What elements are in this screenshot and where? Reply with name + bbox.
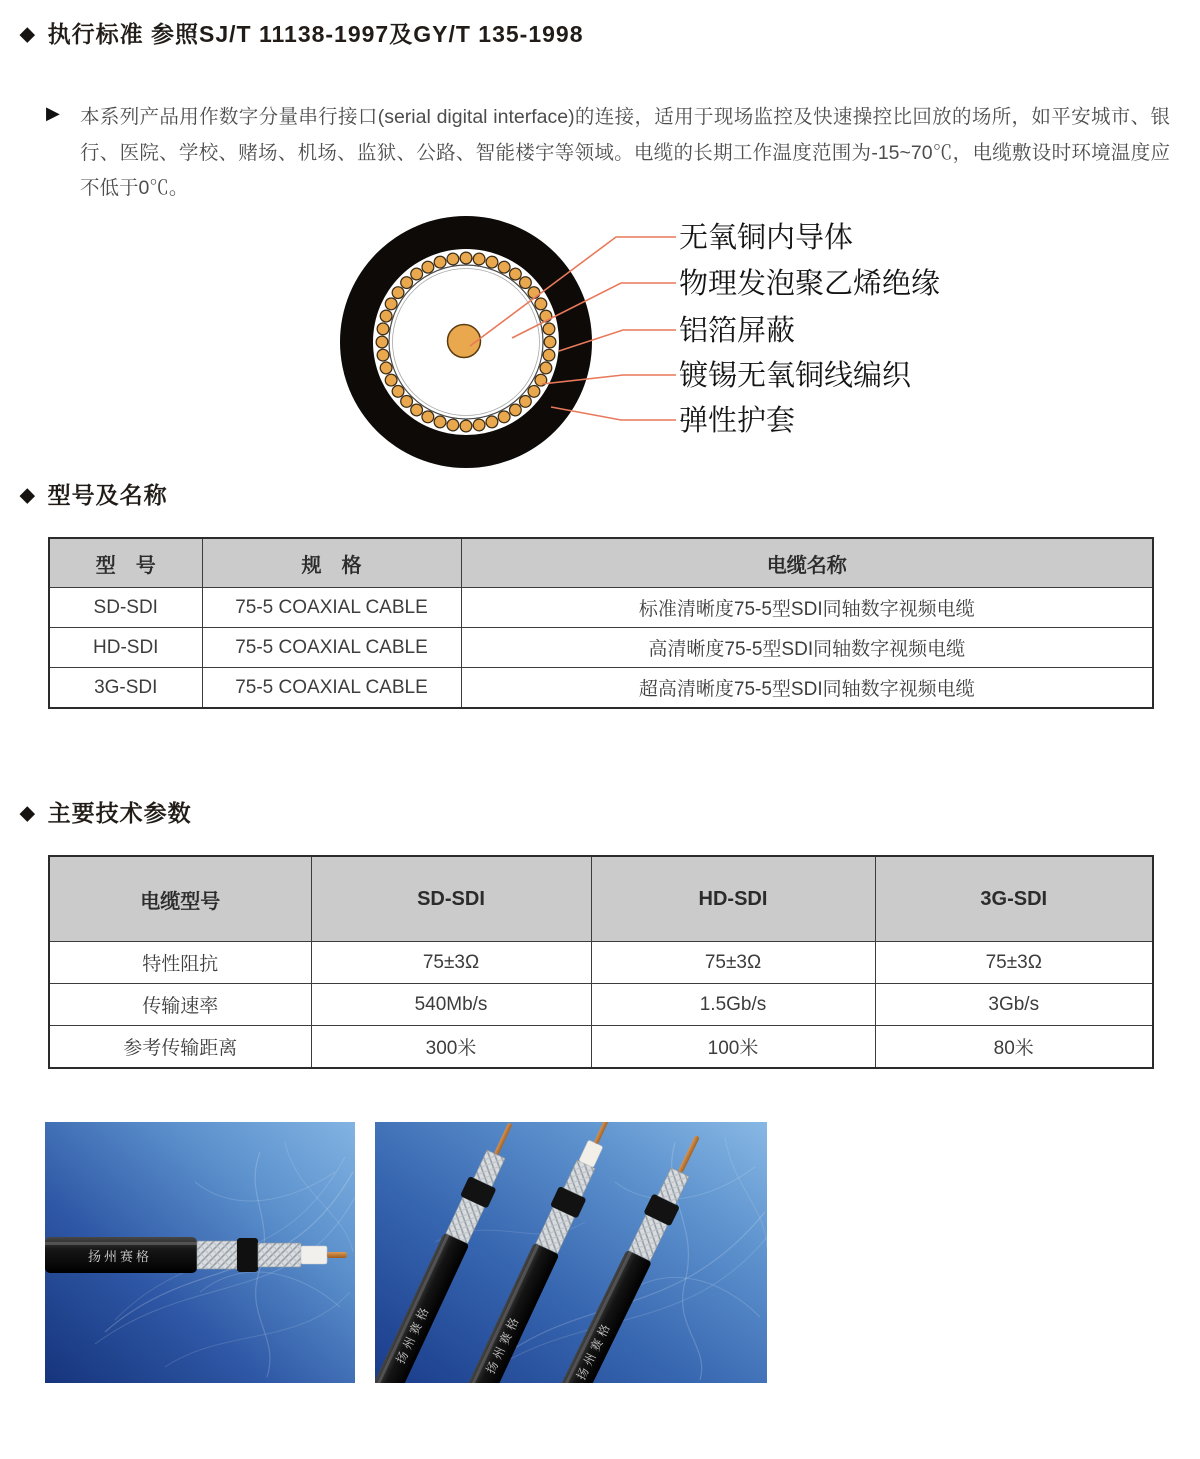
table-cell: 75-5 COAXIAL CABLE — [202, 628, 461, 668]
cable-insulation — [301, 1246, 327, 1264]
table-cell: 3G-SDI — [49, 668, 202, 709]
cable-cross-section-diagram — [330, 205, 680, 475]
diagram-label-jacket: 弹性护套 — [679, 403, 796, 437]
cable-braid — [197, 1241, 237, 1269]
table-cell: SD-SDI — [49, 588, 202, 628]
column-header: SD-SDI — [311, 856, 591, 942]
table-row — [49, 1026, 1153, 1069]
standards-title-text: 执行标准 参照SJ/T 11138-1997及GY/T 135-1998 — [47, 21, 584, 47]
table-cell: 传输速率 — [49, 984, 311, 1026]
table-row — [49, 628, 1153, 668]
column-header: 型 号 — [49, 538, 202, 588]
diamond-icon: ◆ — [20, 803, 36, 824]
params-section-title — [20, 795, 192, 828]
intro-paragraph — [46, 100, 1170, 207]
column-header: 电缆型号 — [49, 856, 311, 942]
table-cell: 300米 — [311, 1026, 591, 1069]
table-cell: 75±3Ω — [311, 942, 591, 984]
triangle-bullet-icon: ▶ — [46, 103, 60, 123]
cable-braid-2 — [258, 1243, 301, 1267]
table-cell: 高清晰度75-5型SDI同轴数字视频电缆 — [461, 628, 1153, 668]
product-photo-three-cables — [375, 1122, 767, 1383]
table-cell: 标准清晰度75-5型SDI同轴数字视频电缆 — [461, 588, 1153, 628]
table-cell: 3Gb/s — [875, 984, 1153, 1026]
table-cell: 75±3Ω — [875, 942, 1153, 984]
table-cell: 75-5 COAXIAL CABLE — [202, 588, 461, 628]
diagram-label-foil: 铝箔屏蔽 — [679, 313, 796, 347]
table-cell: 参考传输距离 — [49, 1026, 311, 1069]
cable-conductor — [327, 1252, 347, 1258]
photo-background — [375, 1122, 767, 1383]
standards-section-title — [20, 16, 583, 49]
diagram-label-insulation: 物理发泡聚乙烯绝缘 — [679, 266, 941, 300]
table-row — [49, 942, 1153, 984]
table-header-row — [49, 856, 1153, 942]
brand-print: 扬州赛格 — [87, 1249, 153, 1264]
diamond-icon: ◆ — [20, 24, 36, 45]
table-cell: 超高清晰度75-5型SDI同轴数字视频电缆 — [461, 668, 1153, 709]
column-header: HD-SDI — [591, 856, 875, 942]
params-title-text: 主要技术参数 — [47, 800, 192, 826]
diamond-icon: ◆ — [20, 485, 36, 506]
intro-text: 本系列产品用作数字分量串行接口(serial digital interface)的连接，适用于现场监控及快速操控比回放的场所，如平安城市、银行、医院、学校、赌场、机场、监狱、公路、智能楼宇等领域。电缆的长期工作温度范围为-15~70℃，电缆敷设时环境温度应不低于0℃。 — [80, 106, 1170, 199]
column-header: 规 格 — [202, 538, 461, 588]
jacket-highlight — [45, 1242, 197, 1245]
table-row — [49, 984, 1153, 1026]
column-header: 电缆名称 — [461, 538, 1153, 588]
table-cell: 540Mb/s — [311, 984, 591, 1026]
models-section-title — [20, 477, 168, 510]
models-table — [48, 537, 1154, 709]
params-table — [48, 855, 1154, 1069]
diagram-label-conductor: 无氧铜内导体 — [679, 220, 854, 254]
product-photo-single-cable — [45, 1122, 355, 1383]
table-cell: 100米 — [591, 1026, 875, 1069]
table-cell: 80米 — [875, 1026, 1153, 1069]
table-row — [49, 588, 1153, 628]
table-row — [49, 668, 1153, 709]
table-cell: 特性阻抗 — [49, 942, 311, 984]
table-cell: 75-5 COAXIAL CABLE — [202, 668, 461, 709]
table-header-row — [49, 538, 1153, 588]
jacket-band — [237, 1238, 258, 1272]
table-cell: 75±3Ω — [591, 942, 875, 984]
table-cell: 1.5Gb/s — [591, 984, 875, 1026]
column-header: 3G-SDI — [875, 856, 1153, 942]
diagram-label-braid: 镀锡无氧铜线编织 — [679, 358, 912, 392]
models-title-text: 型号及名称 — [47, 482, 168, 508]
table-cell: HD-SDI — [49, 628, 202, 668]
